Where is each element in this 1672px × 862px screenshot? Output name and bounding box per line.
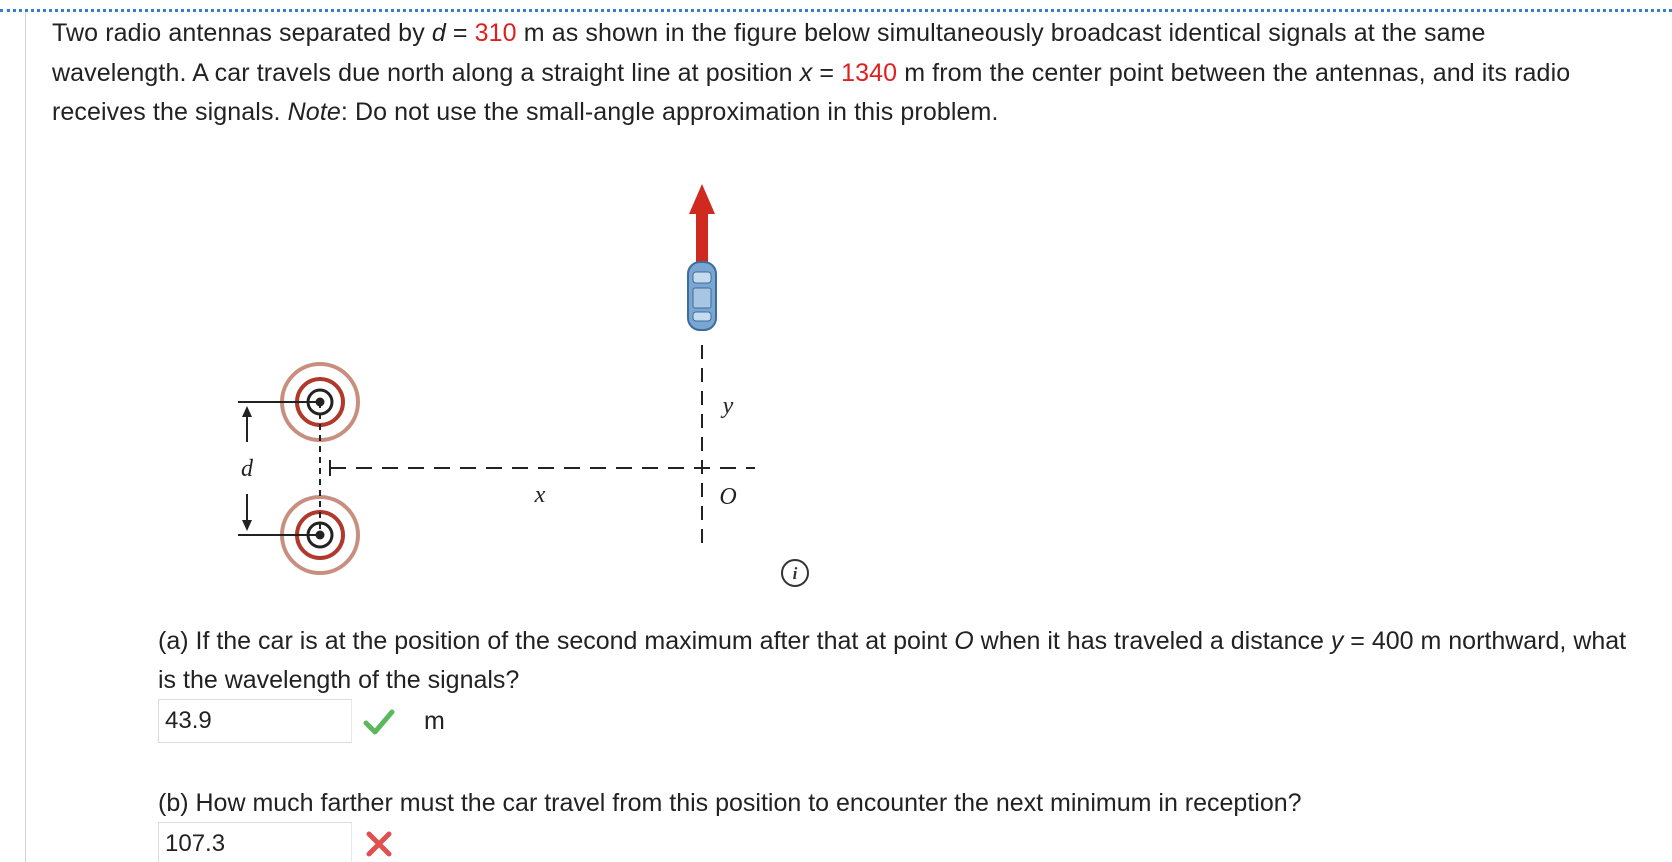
x-value: 1340 (841, 58, 898, 87)
part-b-answer-row (158, 822, 396, 862)
x-variable: x (799, 58, 813, 87)
part-a-text: (a) If the car is at the position of the second maximum after that at point (158, 627, 955, 655)
left-border-line (25, 12, 26, 862)
equals-sign: = (812, 58, 842, 87)
problem-text: m as shown in the figure below simultaneously broadcast identical signals at the same wavelength. A car travels due north along a straight line at position (52, 19, 1486, 87)
problem-statement (52, 14, 1622, 133)
y-variable: y (1330, 627, 1344, 655)
x-mark-icon (362, 827, 396, 861)
y-label: y (722, 393, 734, 419)
d-label: d (241, 456, 253, 482)
problem-text: Two radio antennas separated by (52, 19, 432, 47)
part-a-text: when it has traveled a distance (973, 627, 1331, 655)
equals-sign: = (445, 19, 475, 47)
part-a-unit: m (424, 706, 445, 735)
part-a-text: = 400 m northward, what is the wavelength of the signals? (158, 627, 1627, 694)
antenna-car-figure (200, 180, 840, 590)
x-label: x (534, 482, 546, 508)
o-label: O (719, 484, 737, 510)
checkmark-icon (362, 704, 396, 738)
direction-arrow-icon (689, 184, 715, 262)
part-b-question (158, 784, 1638, 823)
part-b-text: (b) How much farther must the car travel from this position to encounter the next minimum in reception? (158, 789, 1302, 817)
top-dotted-divider (0, 9, 1672, 12)
d-variable: d (431, 19, 446, 47)
car-icon (688, 262, 716, 330)
note-label: Note (287, 98, 341, 126)
problem-text: m from the center point between the antennas, and its radio receives the signals. (52, 58, 1571, 126)
part-a-answer-input[interactable] (158, 699, 352, 743)
part-b-answer-input[interactable] (158, 822, 352, 862)
part-a-question (158, 622, 1638, 700)
d-value: 310 (474, 19, 517, 47)
o-variable: O (954, 627, 974, 655)
problem-text: : Do not use the small-angle approximation in this problem. (340, 98, 999, 126)
part-a-answer-row (158, 699, 445, 743)
info-icon[interactable] (780, 558, 810, 588)
info-glyph: i (792, 564, 798, 583)
